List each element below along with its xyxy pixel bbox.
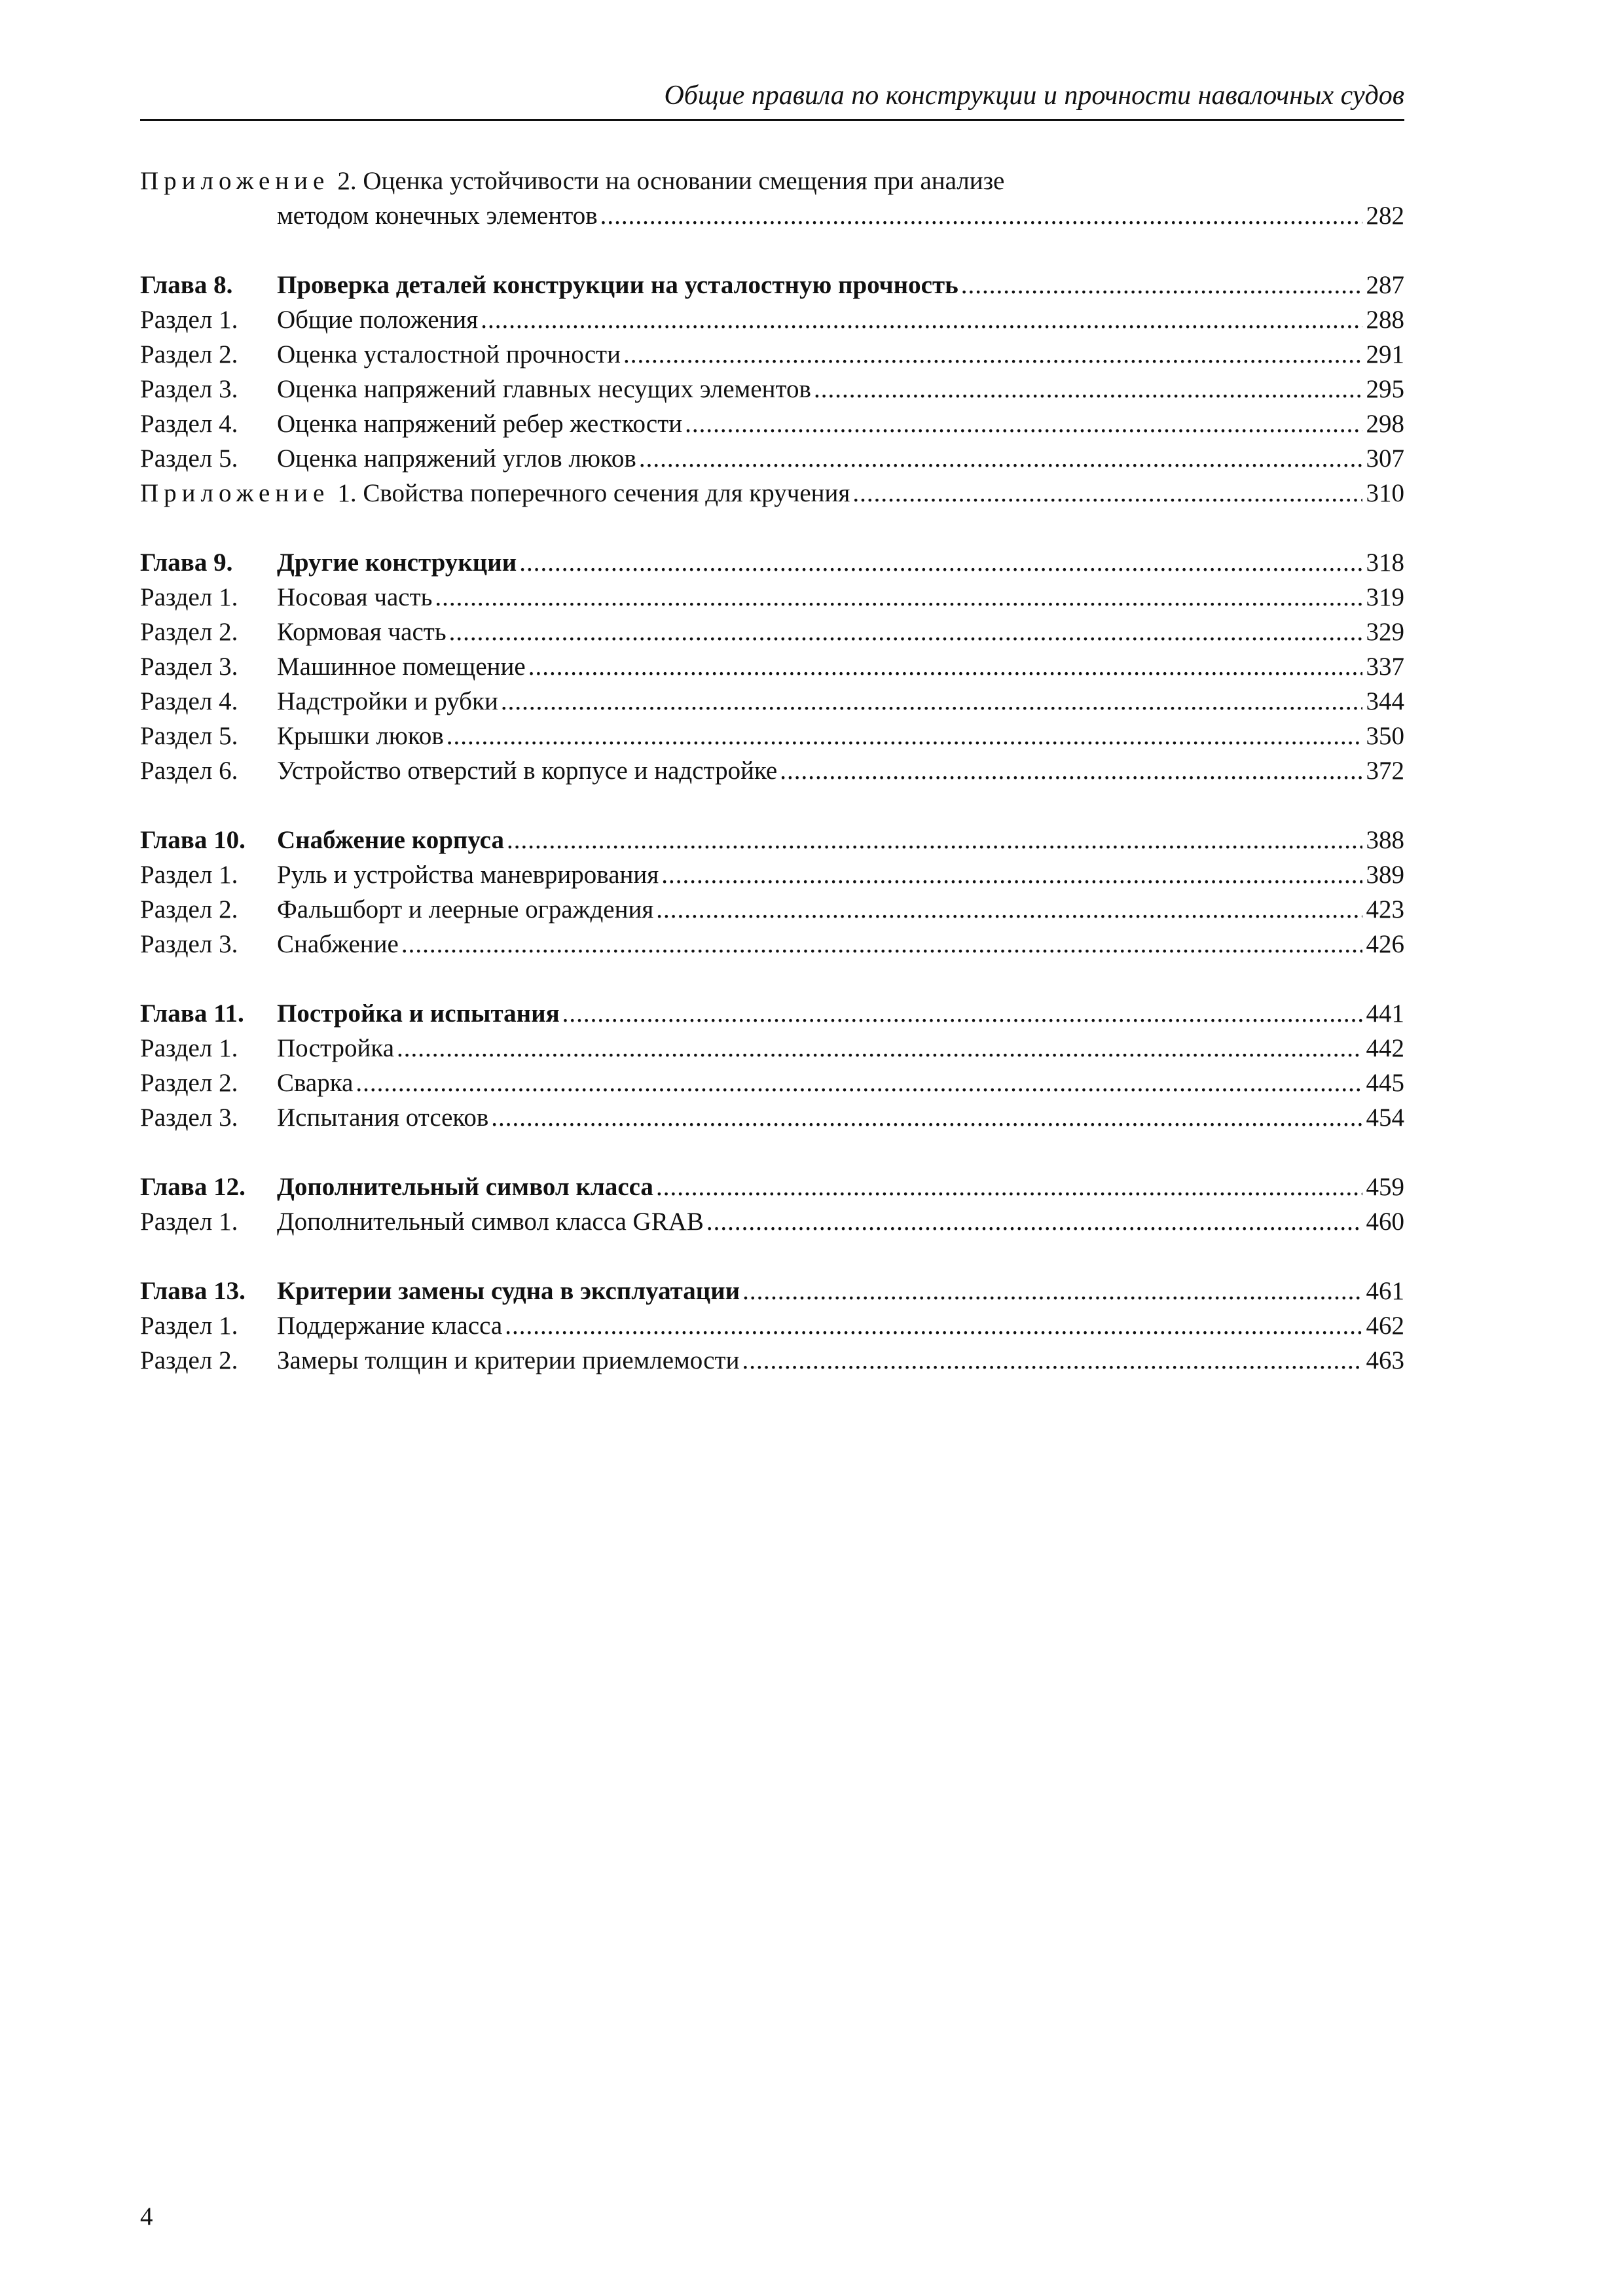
toc-page-number: 319 [1366,583,1404,611]
toc-page-number: 442 [1366,1034,1404,1062]
toc-section-title: Замеры толщин и критерии приемлемости [277,1346,740,1374]
toc-section-title: Крышки люков [277,722,444,750]
toc-appendix-entry[interactable] [140,476,1404,511]
toc-section-title: Испытания отсеков [277,1103,489,1132]
toc-chapter-title: Постройка и испытания [277,999,560,1028]
toc-page-number: 337 [1366,653,1404,681]
toc-section[interactable] [140,441,1404,476]
toc-chapter-label: Глава 12. [140,1173,246,1201]
toc-page-number: 350 [1366,722,1404,750]
dot-leader [528,649,1362,684]
dot-leader [519,545,1362,580]
dot-leader [706,1204,1362,1239]
toc-section[interactable] [140,1100,1404,1135]
toc-section[interactable] [140,719,1404,753]
dot-leader [449,615,1362,649]
dot-leader [501,684,1362,719]
toc-page-number: 459 [1366,1173,1404,1201]
dot-leader [623,337,1362,372]
dot-leader [742,1274,1362,1308]
toc-page-number: 423 [1366,895,1404,924]
dot-leader [562,996,1362,1031]
toc-section-title: Снабжение [277,930,399,958]
toc-section-title: Надстройки и рубки [277,687,498,715]
toc-section-label: Раздел 1. [140,1208,238,1236]
dot-leader [685,406,1362,441]
dot-leader [661,857,1362,892]
toc-section-label: Раздел 2. [140,1069,238,1097]
dot-leader [356,1066,1362,1100]
toc-appendix-title: 1. Свойства поперечного сечения для кручения [337,479,850,507]
dot-leader [780,753,1362,788]
toc-chapter-title: Дополнительный символ класса [277,1173,653,1201]
toc-chapter-label: Глава 10. [140,826,246,854]
toc-chapter-11[interactable] [140,996,1404,1031]
toc-section-label: Раздел 2. [140,1346,238,1374]
dot-leader [656,1170,1362,1204]
toc-page-number: 460 [1366,1208,1404,1236]
toc-chapter-12[interactable] [140,1170,1404,1204]
toc-chapter-10[interactable] [140,823,1404,857]
toc-appendix-entry-continued[interactable] [140,198,1404,233]
toc-appendix-label: Приложение [140,479,330,507]
toc-section[interactable] [140,753,1404,788]
toc-chapter-label: Глава 9. [140,548,233,577]
toc-page-number: 461 [1366,1277,1404,1305]
toc-section[interactable] [140,892,1404,927]
toc-section-title: Поддержание класса [277,1312,503,1340]
toc-page-number: 288 [1366,306,1404,334]
toc-section-label: Раздел 2. [140,618,238,646]
toc-chapter-9[interactable] [140,545,1404,580]
toc-section-label: Раздел 4. [140,410,238,438]
toc-appendix-entry[interactable] [140,164,1404,198]
dot-leader [505,1308,1362,1343]
toc-section-label: Раздел 2. [140,895,238,924]
toc-section-label: Раздел 1. [140,1034,238,1062]
running-header [140,76,1404,121]
toc-section-label: Раздел 5. [140,444,238,473]
toc-section-title: Фальшборт и леерные ограждения [277,895,654,924]
toc-page-number: 307 [1366,444,1404,473]
toc-section-title: Оценка напряжений ребер жесткости [277,410,683,438]
toc-section-title: Оценка напряжений углов люков [277,444,636,473]
toc-section-label: Раздел 3. [140,653,238,681]
dot-leader [397,1031,1362,1066]
toc-chapter-title: Другие конструкции [277,548,517,577]
toc-section[interactable] [140,1343,1404,1378]
dot-leader [656,892,1362,927]
toc-section[interactable] [140,684,1404,719]
toc-section-label: Раздел 1. [140,583,238,611]
toc-page-number: 282 [1366,202,1404,230]
dot-leader [447,719,1362,753]
dot-leader [435,580,1362,615]
toc-section-label: Раздел 5. [140,722,238,750]
toc-page-number: 344 [1366,687,1404,715]
toc-chapter-label: Глава 8. [140,271,233,299]
toc-page-number: 295 [1366,375,1404,403]
dot-leader [481,302,1362,337]
toc-section[interactable] [140,372,1404,406]
toc-page-number: 291 [1366,340,1404,368]
toc-section-title: Оценка усталостной прочности [277,340,621,368]
dot-leader [852,476,1362,511]
toc-page-number: 462 [1366,1312,1404,1340]
toc-section-title: Машинное помещение [277,653,526,681]
page-number: 4 [140,2202,153,2231]
toc-section-title: Оценка напряжений главных несущих элементов [277,375,811,403]
toc-page-number: 329 [1366,618,1404,646]
toc-section[interactable] [140,580,1404,615]
dot-leader [401,927,1362,961]
toc-page-number: 298 [1366,410,1404,438]
dot-leader [961,268,1362,302]
dot-leader [600,198,1362,233]
toc-chapter-label: Глава 13. [140,1277,246,1305]
toc-appendix-title: 2. Оценка устойчивости на основании смещения при анализе [337,167,1005,195]
toc-section-title: Постройка [277,1034,395,1062]
toc-section-title: Устройство отверстий в корпусе и надстройке [277,757,778,785]
toc-section[interactable] [140,1204,1404,1239]
table-of-contents [140,164,1404,1378]
toc-entry-title: методом конечных элементов [277,202,598,230]
dot-leader [491,1100,1362,1135]
toc-appendix-label: Приложение [140,167,330,195]
toc-chapter-8[interactable] [140,268,1404,302]
toc-page-number: 426 [1366,930,1404,958]
toc-section[interactable] [140,302,1404,337]
toc-section-title: Кормовая часть [277,618,447,646]
toc-section-label: Раздел 3. [140,930,238,958]
toc-section-label: Раздел 1. [140,861,238,889]
dot-leader [742,1343,1362,1378]
toc-page-number: 372 [1366,757,1404,785]
toc-section-label: Раздел 1. [140,1312,238,1340]
toc-section[interactable] [140,1308,1404,1343]
toc-section[interactable] [140,406,1404,441]
toc-chapter-13[interactable] [140,1274,1404,1308]
toc-chapter-title: Критерии замены судна в эксплуатации [277,1277,740,1305]
toc-page-number: 388 [1366,826,1404,854]
toc-chapter-title: Снабжение корпуса [277,826,504,854]
toc-page-number: 287 [1366,271,1404,299]
toc-page-number: 441 [1366,999,1404,1028]
toc-section[interactable] [140,927,1404,961]
toc-section-label: Раздел 3. [140,375,238,403]
dot-leader [639,441,1362,476]
toc-section-label: Раздел 6. [140,757,238,785]
dot-leader [814,372,1362,406]
toc-section-title: Носовая часть [277,583,433,611]
toc-section[interactable] [140,1031,1404,1066]
toc-page-number: 445 [1366,1069,1404,1097]
toc-page-number: 463 [1366,1346,1404,1374]
toc-page-number: 318 [1366,548,1404,577]
toc-section[interactable] [140,615,1404,649]
toc-section[interactable] [140,857,1404,892]
dot-leader [507,823,1362,857]
toc-section[interactable] [140,649,1404,684]
running-header-title: Общие правила по конструкции и прочности навалочных судов [664,81,1404,111]
toc-page-number: 389 [1366,861,1404,889]
toc-chapter-title: Проверка деталей конструкции на усталостную прочность [277,271,958,299]
toc-section-label: Раздел 2. [140,340,238,368]
toc-page-number: 310 [1366,479,1404,507]
toc-chapter-label: Глава 11. [140,999,244,1028]
toc-section-title: Руль и устройства маневрирования [277,861,659,889]
toc-section-label: Раздел 4. [140,687,238,715]
toc-section-title: Общие положения [277,306,479,334]
toc-section[interactable] [140,1066,1404,1100]
toc-section-title: Дополнительный символ класса GRAB [277,1208,704,1236]
toc-section-label: Раздел 1. [140,306,238,334]
toc-section[interactable] [140,337,1404,372]
toc-page-number: 454 [1366,1103,1404,1132]
toc-section-label: Раздел 3. [140,1103,238,1132]
toc-section-title: Сварка [277,1069,354,1097]
